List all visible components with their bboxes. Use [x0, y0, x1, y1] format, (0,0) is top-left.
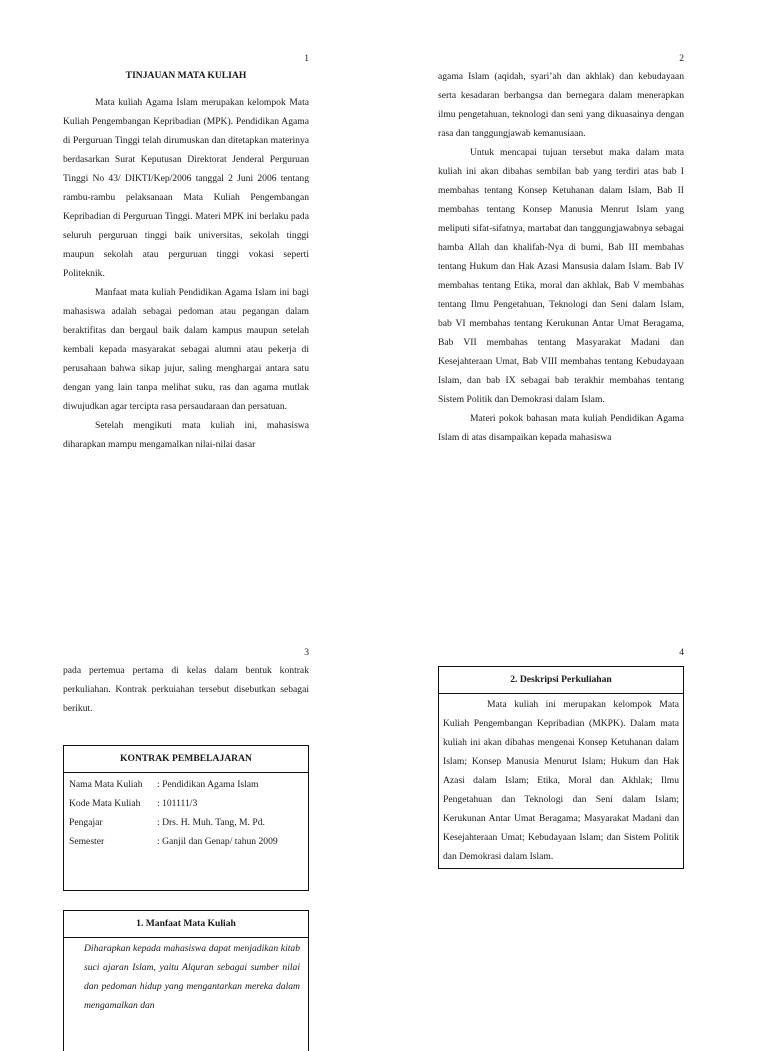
page-2 — [438, 50, 684, 447]
kontrak-row — [69, 813, 303, 832]
paragraph: Materi pokok bahasan mata kuliah Pendidikan Agama Islam di atas disampaikan kepada mahasiswa — [438, 413, 684, 443]
paragraph: agama Islam (aqidah, syari’ah dan akhlak) dan kebudayaan serta kesadaran berbangsa dan bernegara dalam menerapkan ilmu pengetahuan, teknologi dan seni yang dikuasainya dengan rasa dan tanggungjawab kemanusiaan. — [438, 71, 684, 139]
intro-paragraph: pada pertemua pertama di kelas dalam bentuk kontrak perkuliahan. Kontrak perkuiahan tersebut disebutkan sebagai berikut. — [63, 665, 309, 714]
kontrak-label: Nama Mata Kuliah — [69, 779, 143, 790]
kontrak-value: : Drs. H. Muh. Tang, M. Pd. — [157, 817, 265, 828]
page-number: 1 — [304, 53, 309, 64]
kontrak-rows — [64, 773, 308, 853]
kontrak-label: Semester — [69, 836, 105, 847]
section-title: TINJAUAN MATA KULIAH — [125, 70, 247, 81]
page-number: 2 — [679, 53, 684, 64]
kontrak-value: : 101111/3 — [157, 798, 198, 809]
kontrak-row — [69, 794, 303, 813]
deskripsi-box — [438, 666, 684, 869]
page-number: 3 — [304, 647, 309, 658]
kontrak-row — [69, 832, 303, 851]
page-number: 4 — [679, 647, 684, 658]
page-3 — [63, 644, 309, 1051]
page-1 — [63, 50, 309, 454]
deskripsi-text — [439, 694, 683, 868]
kontrak-label: Kode Mata Kuliah — [69, 798, 141, 809]
manfaat-title: 1. Manfaat Mata Kuliah — [64, 911, 308, 938]
page-4 — [438, 644, 684, 869]
kontrak-value: : Pendidikan Agama Islam — [157, 779, 259, 790]
paragraph: Manfaat mata kuliah Pendidikan Agama Islam ini bagi mahasiswa adalah sebagai pedoman atau pegangan dalam beraktifitas dan bergaul baik dalam kampus maupun setelah kembali kepada masyarakat sebagai alumni atau pekerja di perusahaan bahwa sikap jujur, saling menghargai antara satu dengan yang lain tanpa melihat suku, ras dan agama mutlak diwujudkan agar tercipta rasa persaudaraan dan persatuan. — [63, 287, 309, 412]
manfaat-text: Diharapkan kepada mahasiswa dapat menjadikan kitab suci ajaran Islam, yaitu Alquran sebagai sumber nilai dan pedoman hidup yang mengantarkan mereka dalam mengamalkan dan — [84, 943, 300, 1011]
kontrak-title: KONTRAK PEMBELAJARAN — [64, 746, 308, 773]
manfaat-box — [63, 910, 309, 1051]
deskripsi-title: 2. Deskripsi Perkuliahan — [439, 667, 683, 694]
deskripsi-body: Mata kuliah ini merupakan kelompok Mata Kuliah Pengembangan Kepribadian (MKPK). Dalam mata kuliah ini akan dibahas mengenai Konsep Ketuhanan dalam Islam; Konsep Manusia Menurut Islam; Hukum dan Hak Azasi dalam Islam; Etika, Moral dan Akhlak; Ilmu Pengetahuan dan Teknologi dan Seni dalam Islam; Kerukunan Antar Umat Beragama; Masyarakat Madani dan Kesejahteraan Umat; Kebudayaan Islam; dan Sistem Politik dan Demokrasi dalam Islam. — [443, 699, 679, 862]
kontrak-pembelajaran-box — [63, 745, 309, 891]
kontrak-value: : Ganjil dan Genap/ tahun 2009 — [157, 836, 278, 847]
paragraph: Untuk mencapai tujuan tersebut maka dalam mata kuliah ini akan dibahas sembilan bab yang terdiri atas bab I membahas tentang Konsep Ketuhanan dalam Islam, Bab II membahas tentang Konsep Manusia Menrut Islam yang meliputi sifat-sifatnya, martabat dan tanggungjawabnya sebagai hamba Allah dan khalifah-Nya di bumi, Bab III membahas tentang Hukum dan Hak Azasi Mansusia dalam Islam. Bab IV membahas tentang Etika, moral dan akhlak, Bab V membahas tentang Ilmu Pengetahuan, Teknologi dan Seni dalam Islam, bab VI membahas tentang Kerukunan Antar Umat Beragama, Bab VII membahas tentang Masyarakat Madani dan Kesejahteraan Umat, Bab VIII membahas tentang Kebudayaan Islam, dan bab IX sebagai bab terakhir membahas tentang Sistem Politik dan Demokrasi dalam Islam. — [438, 147, 684, 405]
kontrak-label: Pengajar — [69, 817, 103, 828]
paragraph: Mata kuliah Agama Islam merupakan kelompok Mata Kuliah Pengembangan Kepribadian (MPK). Pendidikan Agama di Perguruan Tinggi telah dirumuskan dan ditetapkan materinya berdasarkan Surat Keputusan Direktorat Jenderal Perguruan Tinggi No 43/ DIKTI/Kep/2006 tanggal 2 Juni 2006 tentang rambu-rambu pelaksanaan Mata Kuliah Pengembangan Kepribadian di Perguruan Tinggi. Materi MPK ini berlaku pada seluruh perguruan tinggi baik universitas, sekolah tinggi maupun sekolah atau perguruan tinggi vokasi seperti Politeknik. — [63, 97, 309, 279]
kontrak-row — [69, 775, 303, 794]
paragraph: Setelah mengikuti mata kuliah ini, mahasiswa diharapkan mampu mengamalkan nilai-nilai dasar — [63, 420, 309, 450]
